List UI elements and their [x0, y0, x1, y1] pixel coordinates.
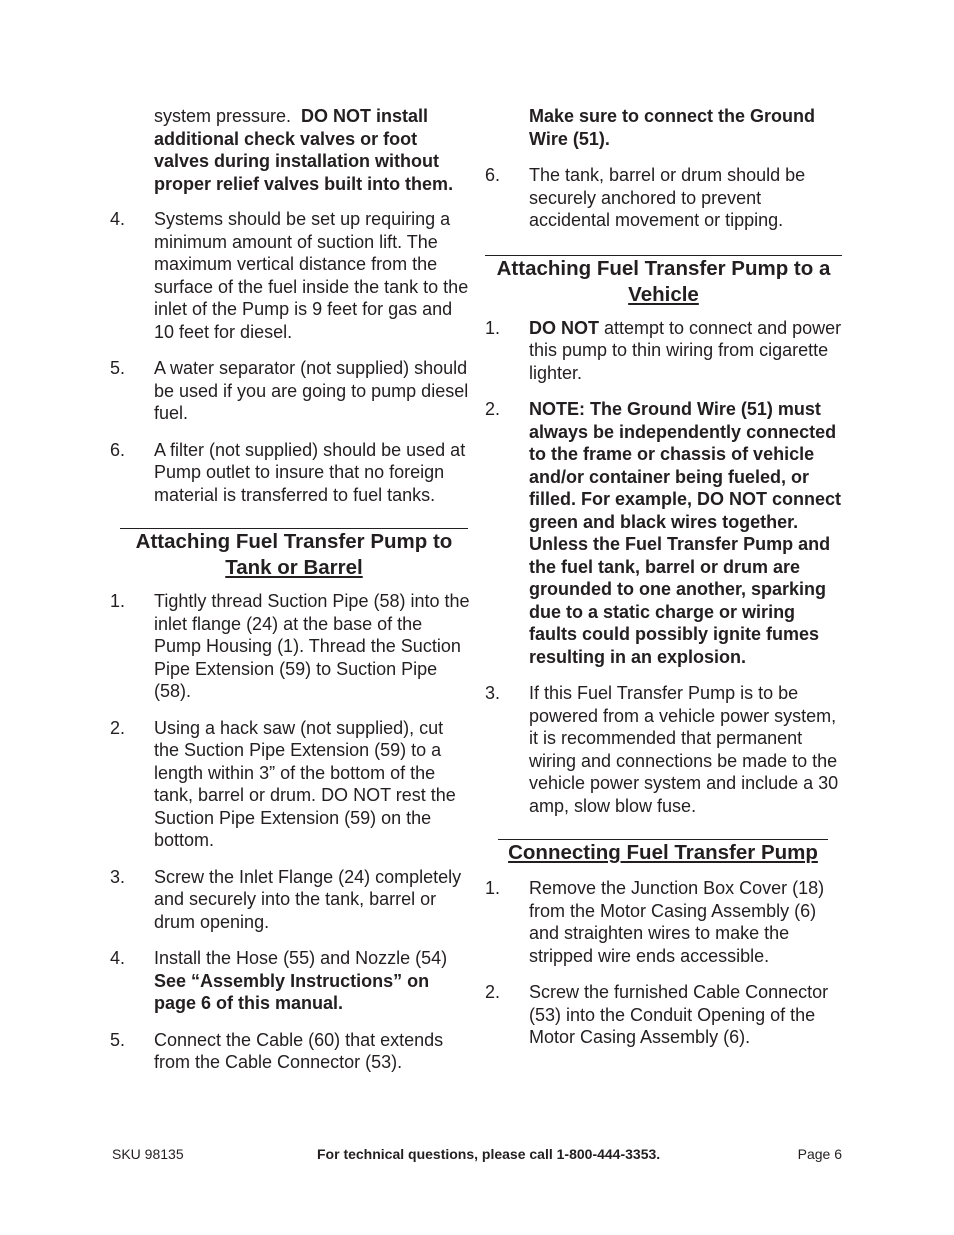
item-number: 2. — [110, 717, 126, 738]
item-text — [529, 317, 845, 385]
continued-paragraph — [485, 105, 845, 150]
sku-label: SKU 98135 — [112, 1146, 184, 1162]
section-heading-tank — [120, 528, 468, 581]
item-text-bold: NOTE: The Ground Wire (51) must always be independently connected to the frame or chassis of vehicle and/or container being fueled, or filled. For example, DO NOT connect green and black wires together. Unless the Fuel Transfer Pump and the fuel tank, barrel or drum are grounded to one another, sparking due to a static charge or wiring faults could possibly ignite fumes resulting in an explosion. — [529, 399, 842, 667]
item-text: Tightly thread Suction Pipe (58) into the inlet flange (24) at the base of the Pump Housing (1). Thread the Suction Pipe Extension (59) to Suction Pipe (58). — [154, 591, 470, 701]
item-text: Using a hack saw (not supplied), cut the Suction Pipe Extension (59) to a length within 3” of the bottom of the tank, barrel or drum. DO NOT rest the Suction Pipe Extension (59) on the bottom. — [154, 717, 456, 850]
list-item — [110, 357, 470, 425]
list-item — [485, 317, 845, 385]
item-text: Connect the Cable (60) that extends from the Cable Connector (53). — [154, 1029, 444, 1072]
item-number: 3. — [110, 866, 126, 887]
warning-text: Make sure to connect the Ground Wire (51). — [529, 106, 816, 149]
list-item — [110, 439, 470, 507]
item-number: 1. — [485, 317, 501, 338]
list-item — [110, 590, 470, 703]
heading-line1: Connecting Fuel Transfer Pump — [508, 841, 818, 864]
heading-line2: Tank or Barrel — [225, 556, 363, 579]
continued-text: system pressure. — [154, 106, 302, 126]
item-number: 4. — [110, 209, 126, 229]
item-number: 1. — [485, 878, 501, 898]
warning-text: DO NOT install additional check valves or foot valves during installation without proper relief valves built into them. — [154, 106, 454, 194]
item-text — [154, 947, 470, 1015]
item-text-bold: See “Assembly Instructions” on page 6 of this manual. — [154, 970, 430, 1013]
list-item — [110, 717, 470, 852]
left-column — [110, 105, 470, 1088]
list-item — [110, 866, 470, 934]
item-text: Systems should be set up requiring a minimum amount of suction lift. The maximum vertical distance from the surface of the fuel inside the tank to the inlet of the Pump is 9 feet for gas and 10 feet for diesel. — [154, 209, 469, 342]
item-number: 3. — [485, 683, 501, 703]
item-number: 4. — [110, 948, 126, 968]
item-number: 2. — [485, 399, 501, 419]
item-number: 6. — [485, 165, 501, 185]
tech-support-note: For technical questions, please call 1-800-444-3353. — [317, 1146, 661, 1162]
list-item — [485, 164, 845, 232]
section-heading-connecting — [498, 839, 828, 866]
item-text: Screw the Inlet Flange (24) completely and securely into the tank, barrel or drum opening. — [154, 866, 462, 932]
item-text-plain: attempt to connect and power this pump to thin wiring from cigarette lighter. — [529, 317, 842, 383]
list-item — [485, 981, 845, 1049]
list-item — [110, 947, 470, 1015]
item-text: A water separator (not supplied) should be used if you are going to pump diesel fuel. — [154, 358, 469, 423]
item-text-plain: Install the Hose (55) and Nozzle (54) — [154, 948, 448, 968]
heading-line1: Attaching Fuel Transfer Pump to a — [496, 256, 831, 280]
item-number: 5. — [110, 358, 126, 378]
list-item — [485, 877, 845, 967]
item-number: 6. — [110, 439, 126, 460]
item-text: The tank, barrel or drum should be securely anchored to prevent accidental movement or tipping. — [529, 165, 806, 230]
heading-line2: Vehicle — [628, 282, 699, 306]
item-text: Screw the furnished Cable Connector (53) into the Conduit Opening of the Motor Casing Assembly (6). — [529, 982, 829, 1047]
heading-line1: Attaching Fuel Transfer Pump to — [135, 530, 453, 553]
list-item — [110, 1029, 470, 1074]
continued-paragraph — [110, 105, 470, 195]
item-number: 2. — [485, 982, 501, 1002]
item-number: 1. — [110, 591, 126, 611]
item-text: Remove the Junction Box Cover (18) from the Motor Casing Assembly (6) and straighten wires to make the stripped wire ends accessible. — [529, 878, 825, 966]
item-text-bold: DO NOT — [529, 317, 599, 338]
item-text: A filter (not supplied) should be used at Pump outlet to insure that no foreign material is transferred to fuel tanks. — [154, 439, 466, 505]
list-item — [485, 398, 845, 668]
list-item — [485, 682, 845, 817]
section-heading-vehicle — [485, 255, 842, 308]
item-number: 5. — [110, 1029, 126, 1050]
right-column — [485, 105, 845, 1063]
list-item — [110, 208, 470, 343]
page-number: Page 6 — [797, 1146, 842, 1162]
item-text: If this Fuel Transfer Pump is to be powered from a vehicle power system, it is recommended that permanent wiring and connections be made to the vehicle power system and include a 30 amp, slow blow fuse. — [529, 683, 839, 816]
